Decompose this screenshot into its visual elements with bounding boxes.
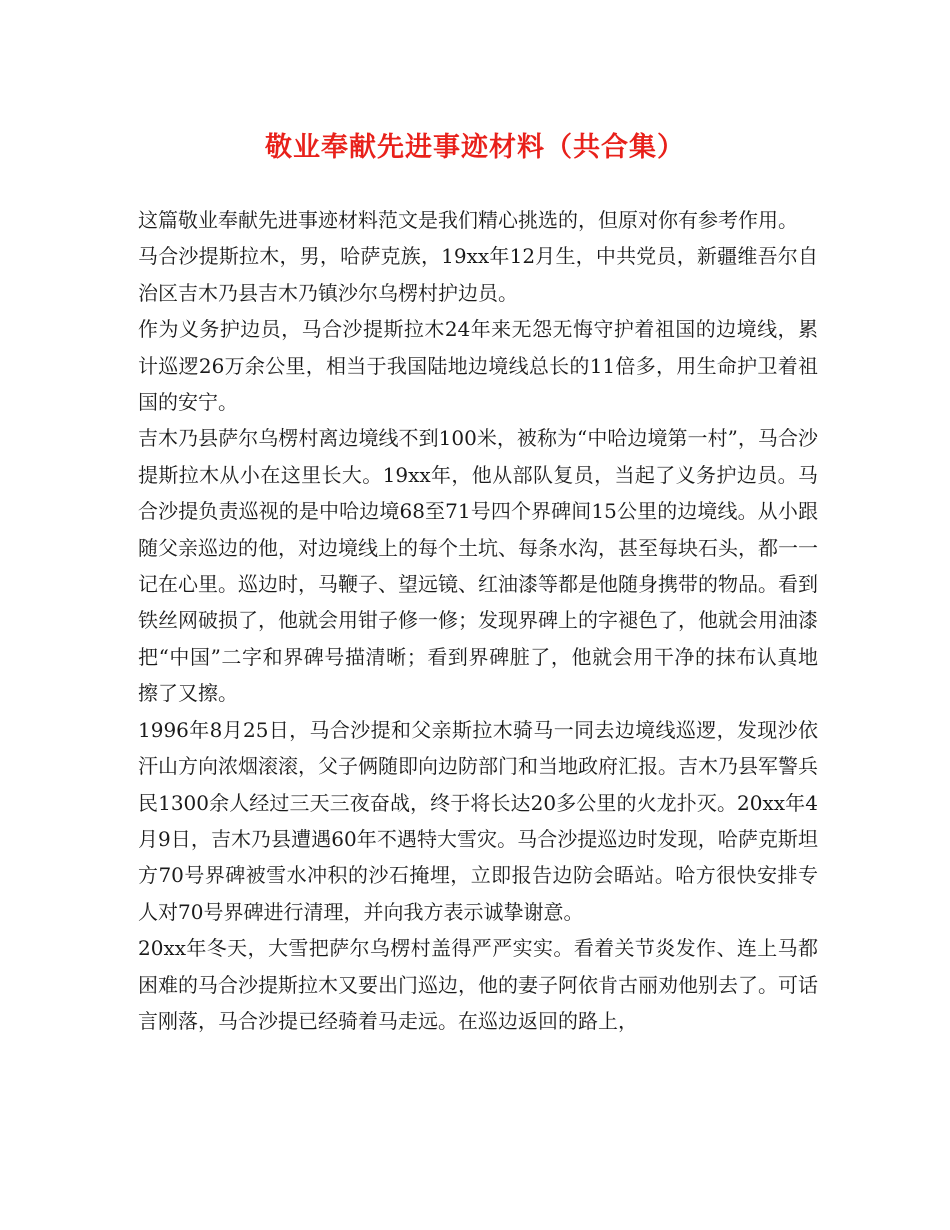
paragraph-fire-and-snow: 1996年8月25日，马合沙提和父亲斯拉木骑马一同去边境线巡逻，发现沙依汗山方向浓烟滚滚，父子俩随即向边防部门和当地政府汇报。吉木乃县军警兵民1300余人经过三天三夜奋战，终于将长达20多公里的火龙扑灭。20xx年4月9日，吉木乃县遭遇60年不遇特大雪灾。马合沙提巡边时发现，哈萨克斯坦方70号界碑被雪水冲积的沙石掩埋，立即报告边防会晤站。哈方很快安排专人对70号界碑进行清理，并向我方表示诚挚谢意。 <box>138 717 818 924</box>
paragraph-winter: 20xx年冬天，大雪把萨尔乌楞村盖得严严实实。看着关节炎发作、连上马都困难的马合沙提斯拉木又要出门巡边，他的妻子阿依肯古丽劝他别去了。可话言刚落，马合沙提已经骑着马走远。在巡边返回的路上， <box>138 936 818 1033</box>
document-body <box>138 202 818 1039</box>
paragraph-profile: 马合沙提斯拉木，男，哈萨克族，19xx年12月生，中共党员，新疆维吾尔自治区吉木乃县吉木乃镇沙尔乌楞村护边员。 <box>138 244 818 305</box>
document-title: 敬业奉献先进事迹材料（共合集） <box>265 132 685 163</box>
paragraph-village: 吉木乃县萨尔乌楞村离边境线不到100米，被称为“中哈边境第一村”，马合沙提斯拉木从小在这里长大。19xx年，他从部队复员，当起了义务护边员。马合沙提负责巡视的是中哈边境68至71号四个界碑间15公里的边境线。从小跟随父亲巡边的他，对边境线上的每个土坑、每条水沟，甚至每块石头，都一一记在心里。巡边时，马鞭子、望远镜、红油漆等都是他随身携带的物品。看到铁丝网破损了，他就会用钳子修一修；发现界碑上的字褪色了，他就会用油漆把“中国”二字和界碑号描清晰；看到界碑脏了，他就会用干净的抹布认真地擦了又擦。 <box>138 426 818 706</box>
paragraph-intro: 这篇敬业奉献先进事迹材料范文是我们精心挑选的，但原对你有参考作用。 <box>138 208 798 232</box>
paragraph-border-guard: 作为义务护边员，马合沙提斯拉木24年来无怨无悔守护着祖国的边境线，累计巡逻26万余公里，相当于我国陆地边境线总长的11倍多，用生命护卫着祖国的安宁。 <box>138 317 818 415</box>
